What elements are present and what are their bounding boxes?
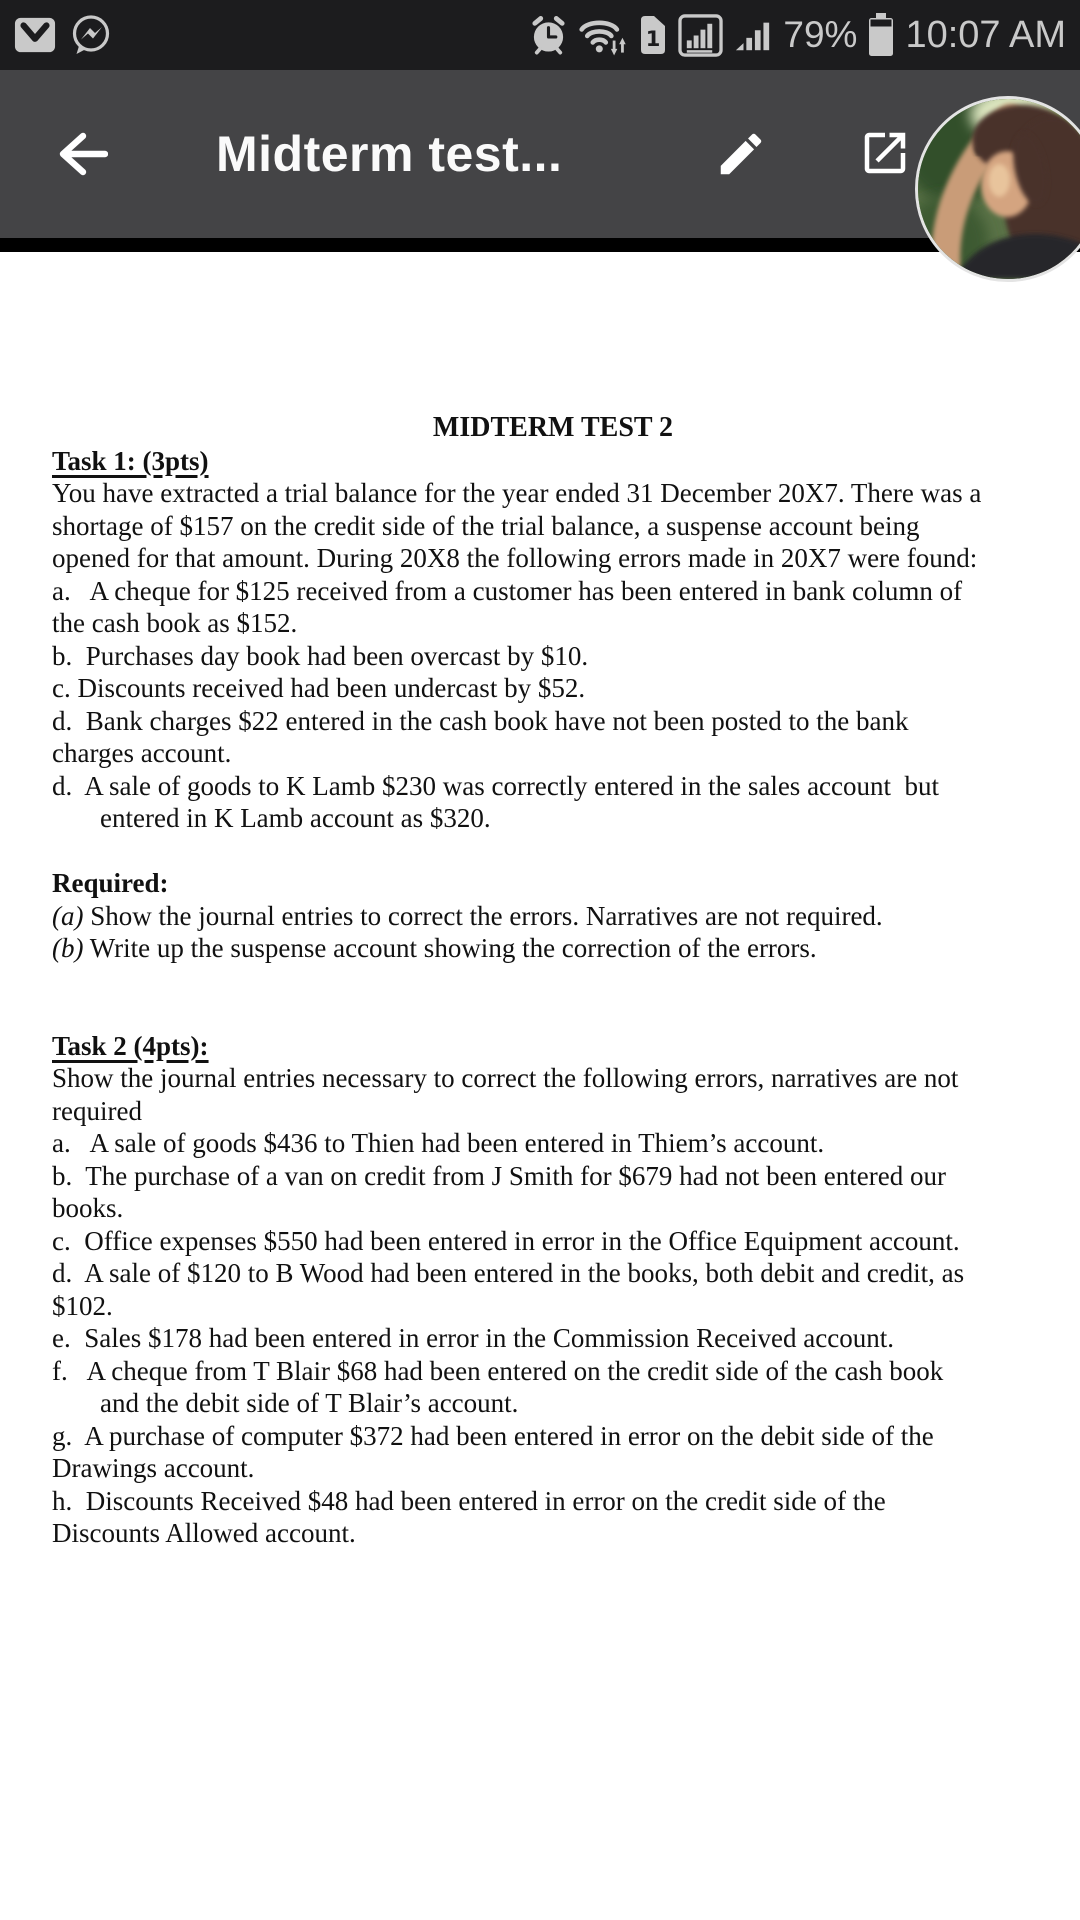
signal-bars-icon: [734, 17, 772, 53]
doc-line: Discounts Allowed account.: [52, 1518, 356, 1548]
messenger-icon: [70, 14, 112, 56]
doc-line: entered in K Lamb account as $320.: [100, 803, 491, 833]
clock-label: 10:07 AM: [905, 13, 1066, 56]
alarm-icon: [530, 14, 567, 56]
app-bar-shadow-divider: [0, 238, 1080, 252]
battery-icon: [868, 13, 894, 57]
doc-blank-line: [52, 965, 1054, 998]
doc-line: required: [52, 1095, 142, 1126]
doc-line: the cash book as $152.: [52, 608, 298, 638]
doc-line: You have extracted a trial balance for the year ended 31 December 20X7. There was a: [52, 478, 982, 508]
doc-line: d. Bank charges $22 entered in the cash book have not been posted to the bank: [52, 705, 909, 736]
doc-line: opened for that amount. During 20X8 the following errors made in 20X7 were found:: [52, 543, 978, 573]
back-arrow-icon[interactable]: [56, 132, 108, 176]
sim-card-icon: [639, 16, 667, 54]
page-title: Midterm test...: [216, 126, 563, 182]
edit-pencil-icon[interactable]: [714, 127, 768, 181]
doc-line: g. A purchase of computer $372 had been entered in error on the debit side of the: [52, 1420, 934, 1451]
doc-line: $102.: [52, 1290, 113, 1321]
doc-line: a. A sale of goods $436 to Thien had been entered in Thiem’s account.: [52, 1128, 825, 1158]
status-bar: [0, 0, 1080, 70]
doc-line: MIDTERM TEST 2: [432, 412, 674, 443]
mail-icon: [14, 16, 56, 54]
doc-line: Task 2 (4pts):: [52, 1030, 209, 1061]
doc-line: Drawings account.: [52, 1453, 255, 1483]
sim-slot-number: 1: [646, 27, 661, 51]
doc-line: Show the journal entries necessary to correct the following errors, narratives are not: [52, 1063, 959, 1093]
doc-line: c. Discounts received had been undercast by $52.: [52, 673, 586, 703]
document-viewer[interactable]: [0, 252, 1080, 1920]
doc-line: e. Sales $178 had been entered in error in the Commission Received account.: [52, 1323, 894, 1353]
document-body: [52, 412, 1054, 1550]
doc-line: b. Purchases day book had been overcast by $10.: [52, 640, 589, 671]
mobile-signal-boxed-icon: [678, 14, 723, 57]
doc-line: charges account.: [52, 738, 232, 768]
doc-line: c. Office expenses $550 had been entered in error in the Office Equipment account.: [52, 1225, 960, 1256]
system-status-icons: [530, 13, 1066, 57]
profile-photo: [918, 99, 1080, 279]
notification-icons: [14, 14, 112, 56]
doc-line: Required:: [52, 868, 169, 898]
doc-line: h. Discounts Received $48 had been entered in error on the credit side of the: [52, 1485, 886, 1516]
doc-line: and the debit side of T Blair’s account.: [100, 1388, 519, 1418]
doc-line: books.: [52, 1193, 124, 1223]
open-in-new-icon[interactable]: [858, 126, 912, 180]
doc-line: d. A sale of goods to K Lamb $230 was correctly entered in the sales account but: [52, 770, 940, 801]
doc-line: d. A sale of $120 to B Wood had been entered in the books, both debit and credit, as: [52, 1258, 965, 1288]
doc-line: (a) Show the journal entries to correct the errors. Narratives are not required.: [52, 900, 883, 931]
doc-line: a. A cheque for $125 received from a customer has been entered in bank column of: [52, 575, 963, 606]
doc-line: b. The purchase of a van on credit from J Smith for $679 had not been entered our: [52, 1160, 946, 1191]
doc-line: shortage of $157 on the credit side of the trial balance, a suspense account being: [52, 510, 920, 541]
battery-percent-label: 79%: [783, 14, 858, 55]
doc-blank-line: [52, 997, 1054, 1030]
wifi-arrows-icon: [578, 13, 628, 57]
doc-line: (b) Write up the suspense account showing the correction of the errors.: [52, 933, 817, 963]
doc-line: f. A cheque from T Blair $68 had been entered on the credit side of the cash book: [52, 1355, 944, 1386]
doc-blank-line: [52, 835, 1054, 868]
doc-line: Task 1: (3pts): [52, 445, 209, 476]
